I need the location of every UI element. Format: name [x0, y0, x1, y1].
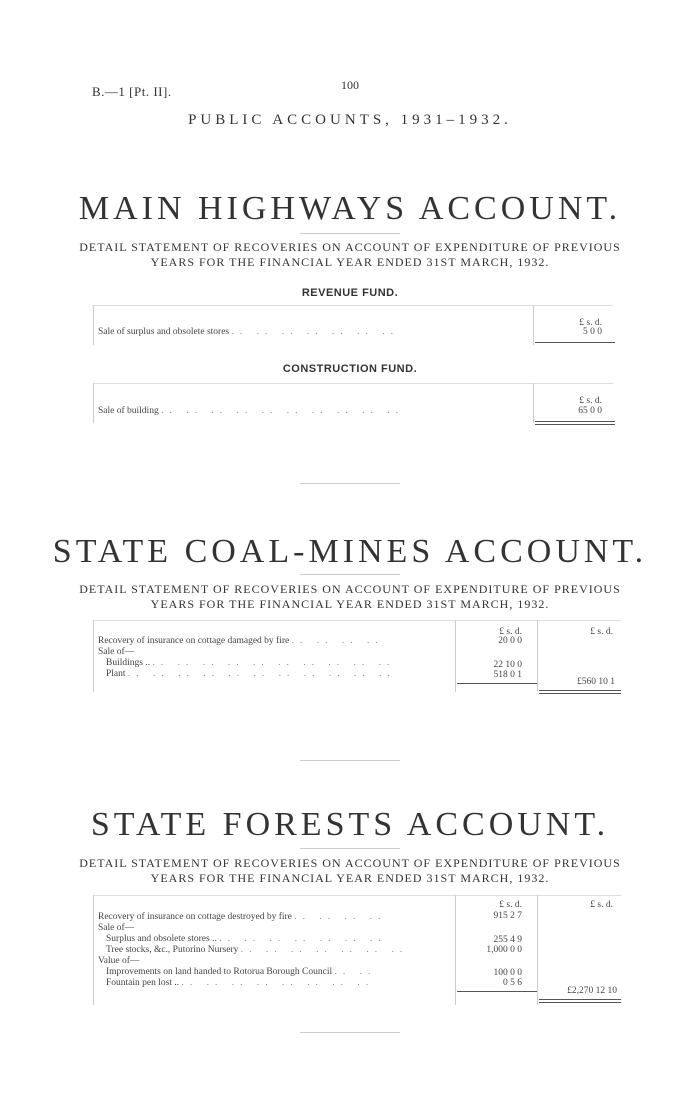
row-amount: 518 0 1: [493, 670, 522, 680]
revenue-fund-heading: REVENUE FUND.: [301, 287, 399, 299]
main-highways-detail-2: YEARS FOR THE FINANCIAL YEAR ENDED 31ST MARCH, 1932.: [150, 255, 550, 269]
section-divider: [300, 483, 400, 484]
table-row: [98, 912, 386, 923]
currency-header: £ s. d.: [579, 318, 602, 328]
total-double-rule: [535, 421, 615, 425]
table-row: [106, 934, 387, 945]
table-row: [98, 327, 399, 338]
row-label: Improvements on land handed to Rotorua Borough Council: [106, 967, 333, 977]
document-reference: B.—1 [Pt. II].: [92, 84, 172, 99]
total-double-rule: [539, 690, 621, 694]
section-divider: [300, 760, 400, 761]
divider: [300, 574, 400, 575]
row-label: Sale of building: [98, 406, 159, 416]
row-amount: 0 5 6: [503, 978, 522, 988]
state-forests-detail-1: DETAIL STATEMENT OF RECOVERIES ON ACCOUNT OF EXPENDITURE OF PREVIOUS: [79, 856, 621, 870]
leader-dots: .. .. .. .. .. .. .. ..: [181, 978, 375, 988]
row-label: Fountain pen lost ..: [106, 978, 180, 988]
row-amount: 65 0 0: [578, 406, 602, 416]
row-label: Recovery of insurance on cottage damaged by fire: [98, 636, 290, 646]
table-row: [106, 978, 374, 989]
leader-dots: .. .. .. .. .. .. .. .. .. ..: [152, 658, 396, 668]
row-label: Surplus and obsolete stores ..: [106, 934, 217, 944]
table-left-rule: [93, 620, 94, 692]
row-label: Value of—: [98, 956, 140, 966]
table-column-rule: [533, 383, 534, 423]
table-row: [98, 647, 134, 658]
row-amount: 5 0 0: [583, 327, 602, 337]
table-row: [106, 658, 395, 669]
total-rule: [535, 342, 615, 343]
state-coal-detail-1: DETAIL STATEMENT OF RECOVERIES ON ACCOUNT OF EXPENDITURE OF PREVIOUS: [79, 582, 621, 596]
table-column-rule: [533, 305, 534, 345]
construction-fund-heading: CONSTRUCTION FUND.: [282, 363, 418, 375]
table-top-rule: [93, 620, 621, 621]
table-top-rule: [93, 305, 613, 306]
currency-header: £ s. d.: [579, 396, 602, 406]
table-column-rule: [455, 895, 456, 1005]
table-left-rule: [93, 383, 94, 423]
section-total: £2,270 12 10: [567, 986, 617, 996]
row-label: Buildings ..: [106, 658, 151, 668]
currency-header: £ s. d.: [590, 900, 613, 910]
currency-header: £ s. d.: [499, 627, 522, 637]
running-title: PUBLIC ACCOUNTS, 1931–1932.: [188, 112, 512, 128]
row-label: Sale of—: [98, 923, 135, 933]
subtotal-rule: [457, 991, 537, 992]
table-column-rule: [537, 620, 538, 692]
leader-dots: .. ..: [334, 967, 377, 977]
row-amount: 915 2 7: [493, 911, 522, 921]
state-coal-detail-2: YEARS FOR THE FINANCIAL YEAR ENDED 31ST MARCH, 1932.: [150, 597, 550, 611]
table-column-rule: [455, 620, 456, 692]
row-amount: 20 0 0: [498, 636, 522, 646]
table-row: [98, 923, 134, 934]
row-label: Plant: [106, 669, 126, 679]
section-total: £560 10 1: [577, 677, 615, 687]
page-number: 100: [341, 78, 359, 92]
main-highways-title: MAIN HIGHWAYS ACCOUNT.: [78, 190, 622, 227]
row-label: Sale of surplus and obsolete stores: [98, 327, 230, 337]
leader-dots: .. .. .. .. .. .. ..: [240, 945, 409, 955]
leader-dots: .. .. .. .. .. .. ..: [231, 327, 400, 337]
leader-dots: .. .. .. ..: [294, 912, 387, 922]
table-row: [106, 945, 408, 956]
leader-dots: .. .. .. .. .. .. .. .. .. .. ..: [127, 669, 396, 679]
divider: [300, 848, 400, 849]
table-top-rule: [93, 383, 613, 384]
subtotal-rule: [457, 683, 537, 684]
table-left-rule: [93, 305, 94, 345]
total-double-rule: [539, 999, 621, 1003]
table-column-rule: [537, 895, 538, 1005]
row-label: Tree stocks, &c., Putorino Nursery: [106, 945, 239, 955]
table-row: [106, 967, 376, 978]
section-divider: [300, 1032, 400, 1033]
leader-dots: .. .. .. .. .. .. ..: [219, 934, 387, 944]
table-row: [98, 956, 139, 967]
table-left-rule: [93, 895, 94, 1005]
row-amount: 22 10 0: [493, 660, 522, 670]
table-row: [98, 406, 404, 417]
state-forests-detail-2: YEARS FOR THE FINANCIAL YEAR ENDED 31ST MARCH, 1932.: [150, 871, 550, 885]
leader-dots: .. .. .. .. .. .. .. .. .. ..: [161, 406, 404, 416]
divider: [300, 233, 400, 234]
table-top-rule: [93, 895, 621, 896]
main-highways-detail-1: DETAIL STATEMENT OF RECOVERIES ON ACCOUNT OF EXPENDITURE OF PREVIOUS: [79, 240, 621, 254]
row-label: Recovery of insurance on cottage destroyed by fire: [98, 912, 292, 922]
table-row: [106, 669, 396, 680]
currency-header: £ s. d.: [499, 900, 522, 910]
leader-dots: .. .. .. ..: [291, 636, 384, 646]
state-forests-title: STATE FORESTS ACCOUNT.: [90, 806, 610, 843]
row-amount: 1,000 0 0: [486, 945, 522, 955]
table-row: [98, 636, 384, 647]
row-label: Sale of—: [98, 647, 135, 657]
currency-header: £ s. d.: [590, 627, 613, 637]
row-amount: 100 0 0: [493, 968, 522, 978]
state-coal-title: STATE COAL-MINES ACCOUNT.: [52, 533, 648, 570]
row-amount: 255 4 9: [493, 935, 522, 945]
